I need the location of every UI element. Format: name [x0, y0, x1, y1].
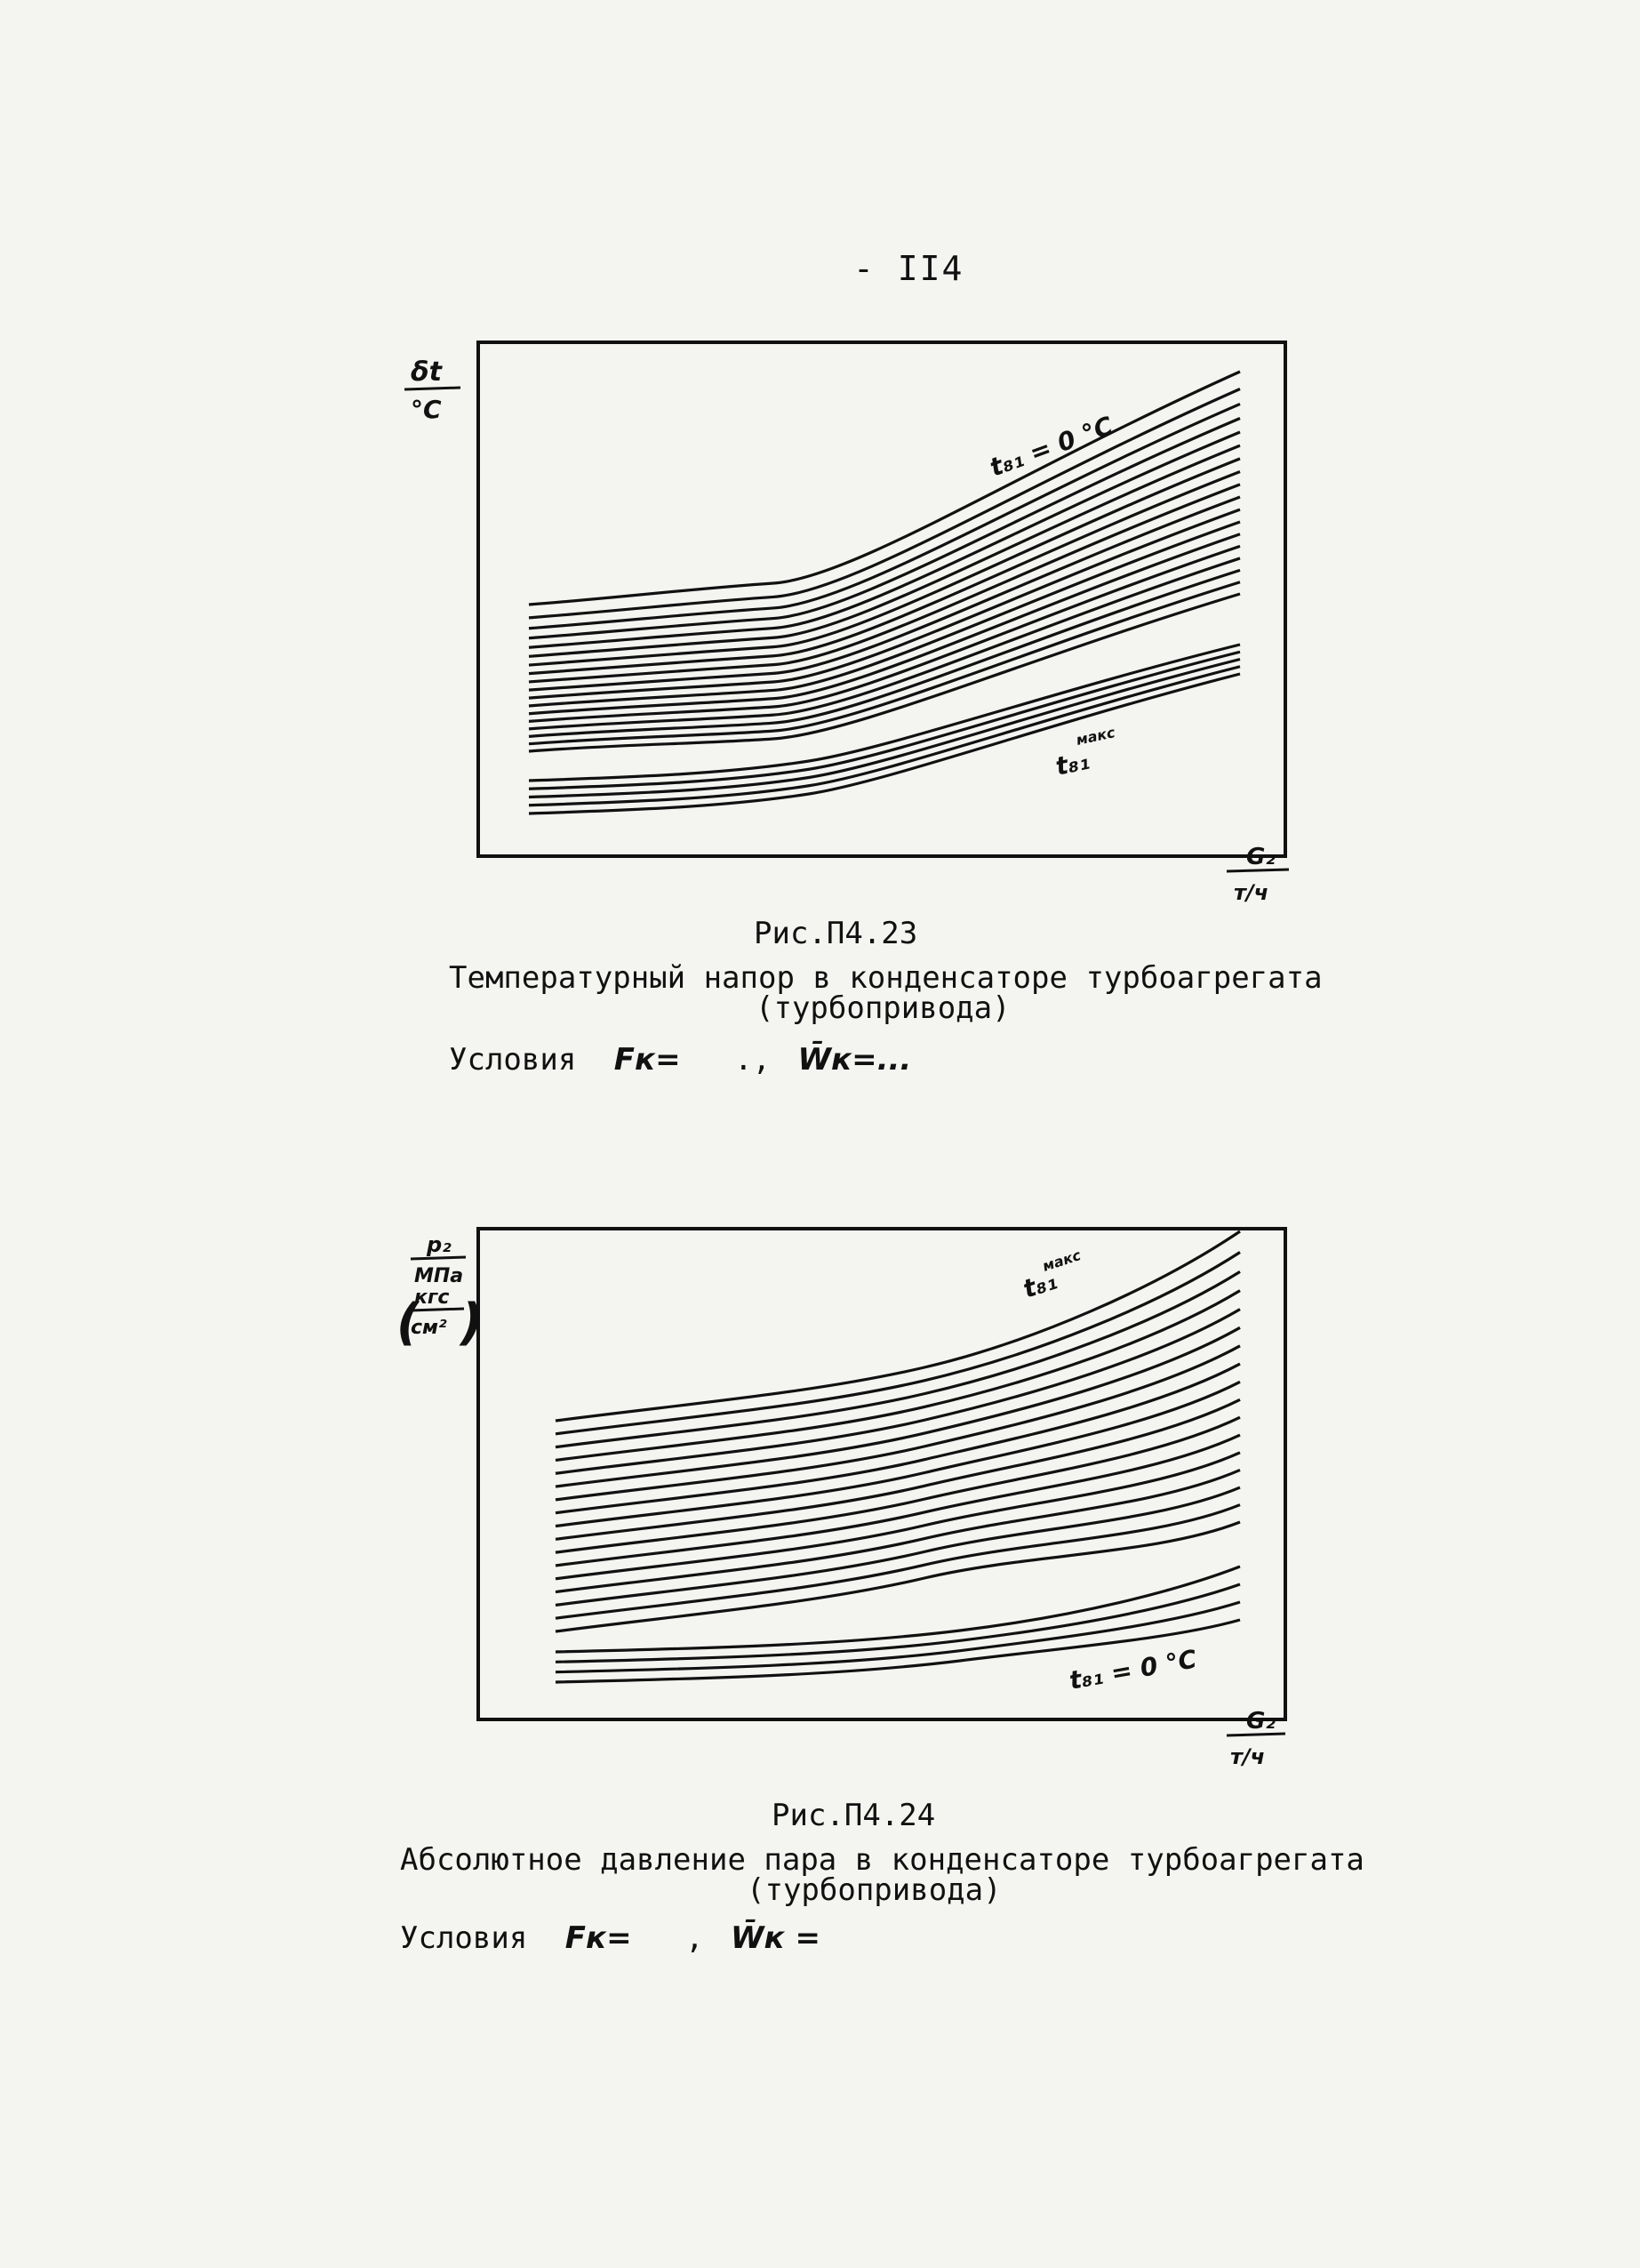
- fig24-y-paren-left: (: [396, 1294, 420, 1351]
- fig24-frame: [478, 1229, 1285, 1719]
- fig23-x-label-bar: [1227, 870, 1289, 871]
- fig23-y-label-bar: [404, 388, 460, 389]
- fig24-conditions-w: W̄к =: [731, 1920, 820, 1956]
- fig23-upper-curve: [529, 372, 1240, 605]
- fig24-upper-curve: [556, 1505, 1240, 1619]
- fig24-curve-label-top: t₈₁: [1019, 1265, 1061, 1304]
- fig24-conditions-f: Fк=: [564, 1920, 632, 1956]
- fig23-caption-line2: (турбопривода): [756, 990, 1011, 1026]
- fig23-y-label-num: δt: [411, 357, 442, 388]
- fig24-y-label-alt-num: кгс: [414, 1286, 450, 1309]
- fig23-curve-label-bottom: t₈₁: [1052, 745, 1092, 781]
- page-number: - II4: [853, 249, 964, 288]
- fig23-conditions-sep: .,: [734, 1042, 772, 1078]
- fig23-caption-title: Рис.П4.23: [754, 916, 918, 951]
- fig24-y-label-bar: [411, 1257, 466, 1259]
- fig23-x-label-num: G₂: [1246, 844, 1276, 870]
- fig23-curves: [529, 372, 1240, 813]
- fig24-y-paren-right: ): [460, 1294, 484, 1351]
- fig23-conditions-f: Fк=: [613, 1042, 681, 1078]
- fig23-conditions-word: Условия: [449, 1042, 577, 1078]
- fig24-x-label-num: G₂: [1246, 1708, 1276, 1735]
- fig24-y-label-alt-bar: [411, 1309, 464, 1310]
- fig23-conditions: [449, 1042, 911, 1078]
- fig23-y-label-den: °C: [411, 395, 442, 424]
- fig23-conditions-w: W̄к=...: [797, 1042, 912, 1078]
- fig24-caption-line1: Абсолютное давление пара в конденсаторе турбоагрегата: [400, 1842, 1364, 1878]
- fig24-curves: [556, 1231, 1240, 1682]
- fig24-x-label-den: т/ч: [1230, 1744, 1266, 1769]
- fig24-caption-title: Рис.П4.24: [772, 1798, 936, 1833]
- fig24-upper-curve: [556, 1346, 1240, 1500]
- fig24-y-label-num: p₂: [427, 1232, 452, 1257]
- fig24-x-label-bar: [1227, 1734, 1285, 1735]
- fig24-caption-line2: (турбопривода): [747, 1872, 1002, 1908]
- fig24-y-label-alt-den: см²: [411, 1317, 447, 1339]
- fig24-upper-curve: [556, 1231, 1240, 1421]
- figure-24: [396, 1229, 1285, 1769]
- figure-23: [404, 342, 1289, 905]
- fig24-conditions: [400, 1920, 820, 1956]
- fig23-curve-label-top: t₈₁ = 0 °C: [986, 411, 1117, 483]
- fig24-conditions-word: Условия: [400, 1920, 528, 1956]
- fig24-curve-label-bottom: t₈₁ = 0 °C: [1067, 1644, 1199, 1695]
- fig24-curve-label-top-sup: макс: [1040, 1246, 1084, 1275]
- fig23-curve-label-bottom-sup: макс: [1074, 724, 1117, 749]
- fig23-caption-line1: Температурный напор в конденсаторе турбоагрегата: [449, 960, 1323, 996]
- fig23-x-label-den: т/ч: [1234, 880, 1269, 905]
- fig24-conditions-sep: ,: [685, 1920, 704, 1956]
- fig24-y-label-den: МПа: [414, 1265, 464, 1287]
